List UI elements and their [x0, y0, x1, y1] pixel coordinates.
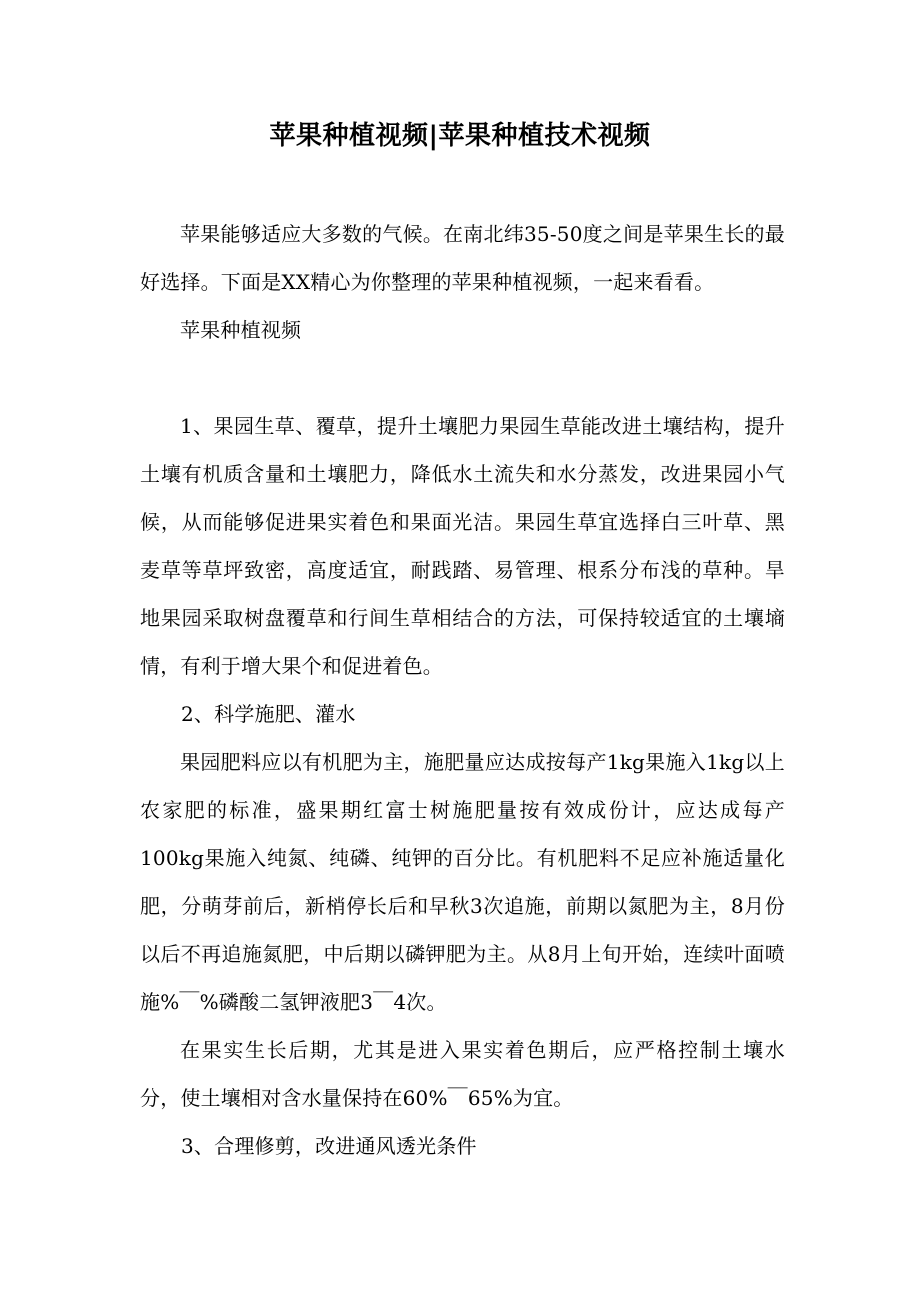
section-3-heading: 3、合理修剪，改进通风透光条件: [181, 1134, 477, 1158]
subheading: 苹果种植视频: [180, 318, 302, 342]
section-2-water-paragraph: 在果实生长后期，尤其是进入果实着色期后，应严格控制土壤水分，使土壤相对含水量保持在60%￣65%为宜。: [140, 1038, 785, 1110]
section-2-body: 果园肥料应以有机肥为主，施肥量应达成按每产1kg果施入1kg以上农家肥的标准，盛果期红富士树施肥量按有效成份计，应达成每产100kg果施入纯氮、纯磷、纯钾的百分比。有机肥料不足应补施适量化肥，分萌芽前后，新梢停长后和早秋3次追施，前期以氮肥为主，8月份以后不再追施氮肥，中后期以磷钾肥为主。从8月上旬开始，连续叶面喷施%￣%磷酸二氢钾液肥3￣4次。: [140, 750, 785, 1014]
document-title: 苹果种植视频|苹果种植技术视频: [269, 121, 651, 151]
intro-paragraph: 苹果能够适应大多数的气候。在南北纬35-50度之间是苹果生长的最好选择。下面是XX精心为你整理的苹果种植视频，一起来看看。: [140, 222, 785, 294]
section-1-paragraph: 1、果园生草、覆草，提升土壤肥力果园生草能改进土壤结构，提升土壤有机质含量和土壤肥力，降低水土流失和水分蒸发，改进果园小气候，从而能够促进果实着色和果面光洁。果园生草宜选择白三叶草、黑麦草等草坪致密，高度适宜，耐践踏、易管理、根系分布浅的草种。旱地果园采取树盘覆草和行间生草相结合的方法，可保持较适宜的土壤墒情，有利于增大果个和促进着色。: [140, 414, 785, 678]
section-2-heading: 2、科学施肥、灌水: [181, 702, 356, 726]
